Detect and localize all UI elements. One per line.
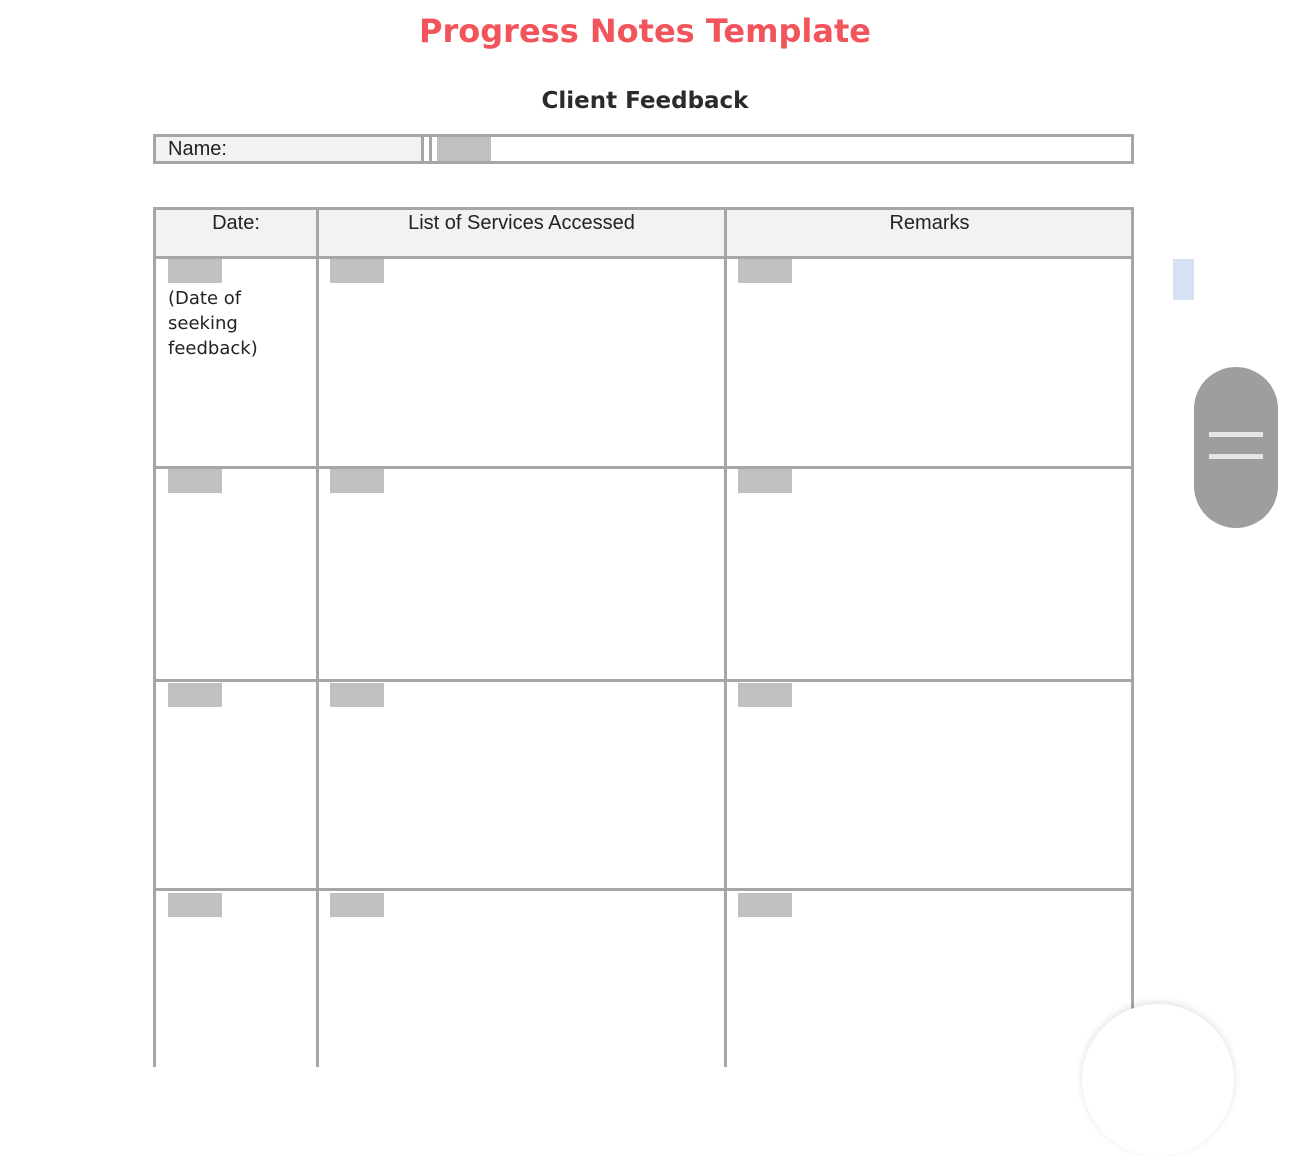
selection-marker	[1173, 259, 1194, 300]
floating-action-button[interactable]	[1082, 1004, 1234, 1156]
page-title: Progress Notes Template	[419, 12, 871, 50]
row-divider	[156, 679, 1131, 682]
row-1-remarks-field[interactable]	[738, 259, 792, 283]
row-3-date-field[interactable]	[168, 683, 222, 707]
handle-grip-line	[1209, 432, 1263, 437]
row-1-services-field[interactable]	[330, 259, 384, 283]
row-divider	[156, 256, 1131, 259]
name-divider	[424, 137, 432, 161]
row-3-remarks-field[interactable]	[738, 683, 792, 707]
header-date: Date:	[212, 212, 260, 234]
column-divider	[316, 210, 319, 1067]
header-remarks: Remarks	[889, 212, 970, 234]
row-divider	[156, 466, 1131, 469]
name-value-cell[interactable]	[432, 137, 1131, 161]
row-4-date-field[interactable]	[168, 893, 222, 917]
name-row	[153, 134, 1134, 164]
section-title: Client Feedback	[541, 88, 749, 114]
name-input-field[interactable]	[437, 137, 491, 161]
date-hint: (Date of seeking feedback)	[168, 288, 258, 359]
feedback-table	[153, 207, 1134, 1067]
row-2-services-field[interactable]	[330, 469, 384, 493]
column-divider	[724, 210, 727, 1067]
row-2-remarks-field[interactable]	[738, 469, 792, 493]
row-1-date-field[interactable]	[168, 259, 222, 283]
drag-handle-icon[interactable]	[1194, 367, 1278, 528]
row-divider	[156, 888, 1131, 891]
header-services: List of Services Accessed	[408, 212, 635, 234]
handle-grip-line	[1209, 454, 1263, 459]
row-4-remarks-field[interactable]	[738, 893, 792, 917]
row-4-services-field[interactable]	[330, 893, 384, 917]
row-3-services-field[interactable]	[330, 683, 384, 707]
row-2-date-field[interactable]	[168, 469, 222, 493]
name-label: Name:	[156, 137, 424, 161]
